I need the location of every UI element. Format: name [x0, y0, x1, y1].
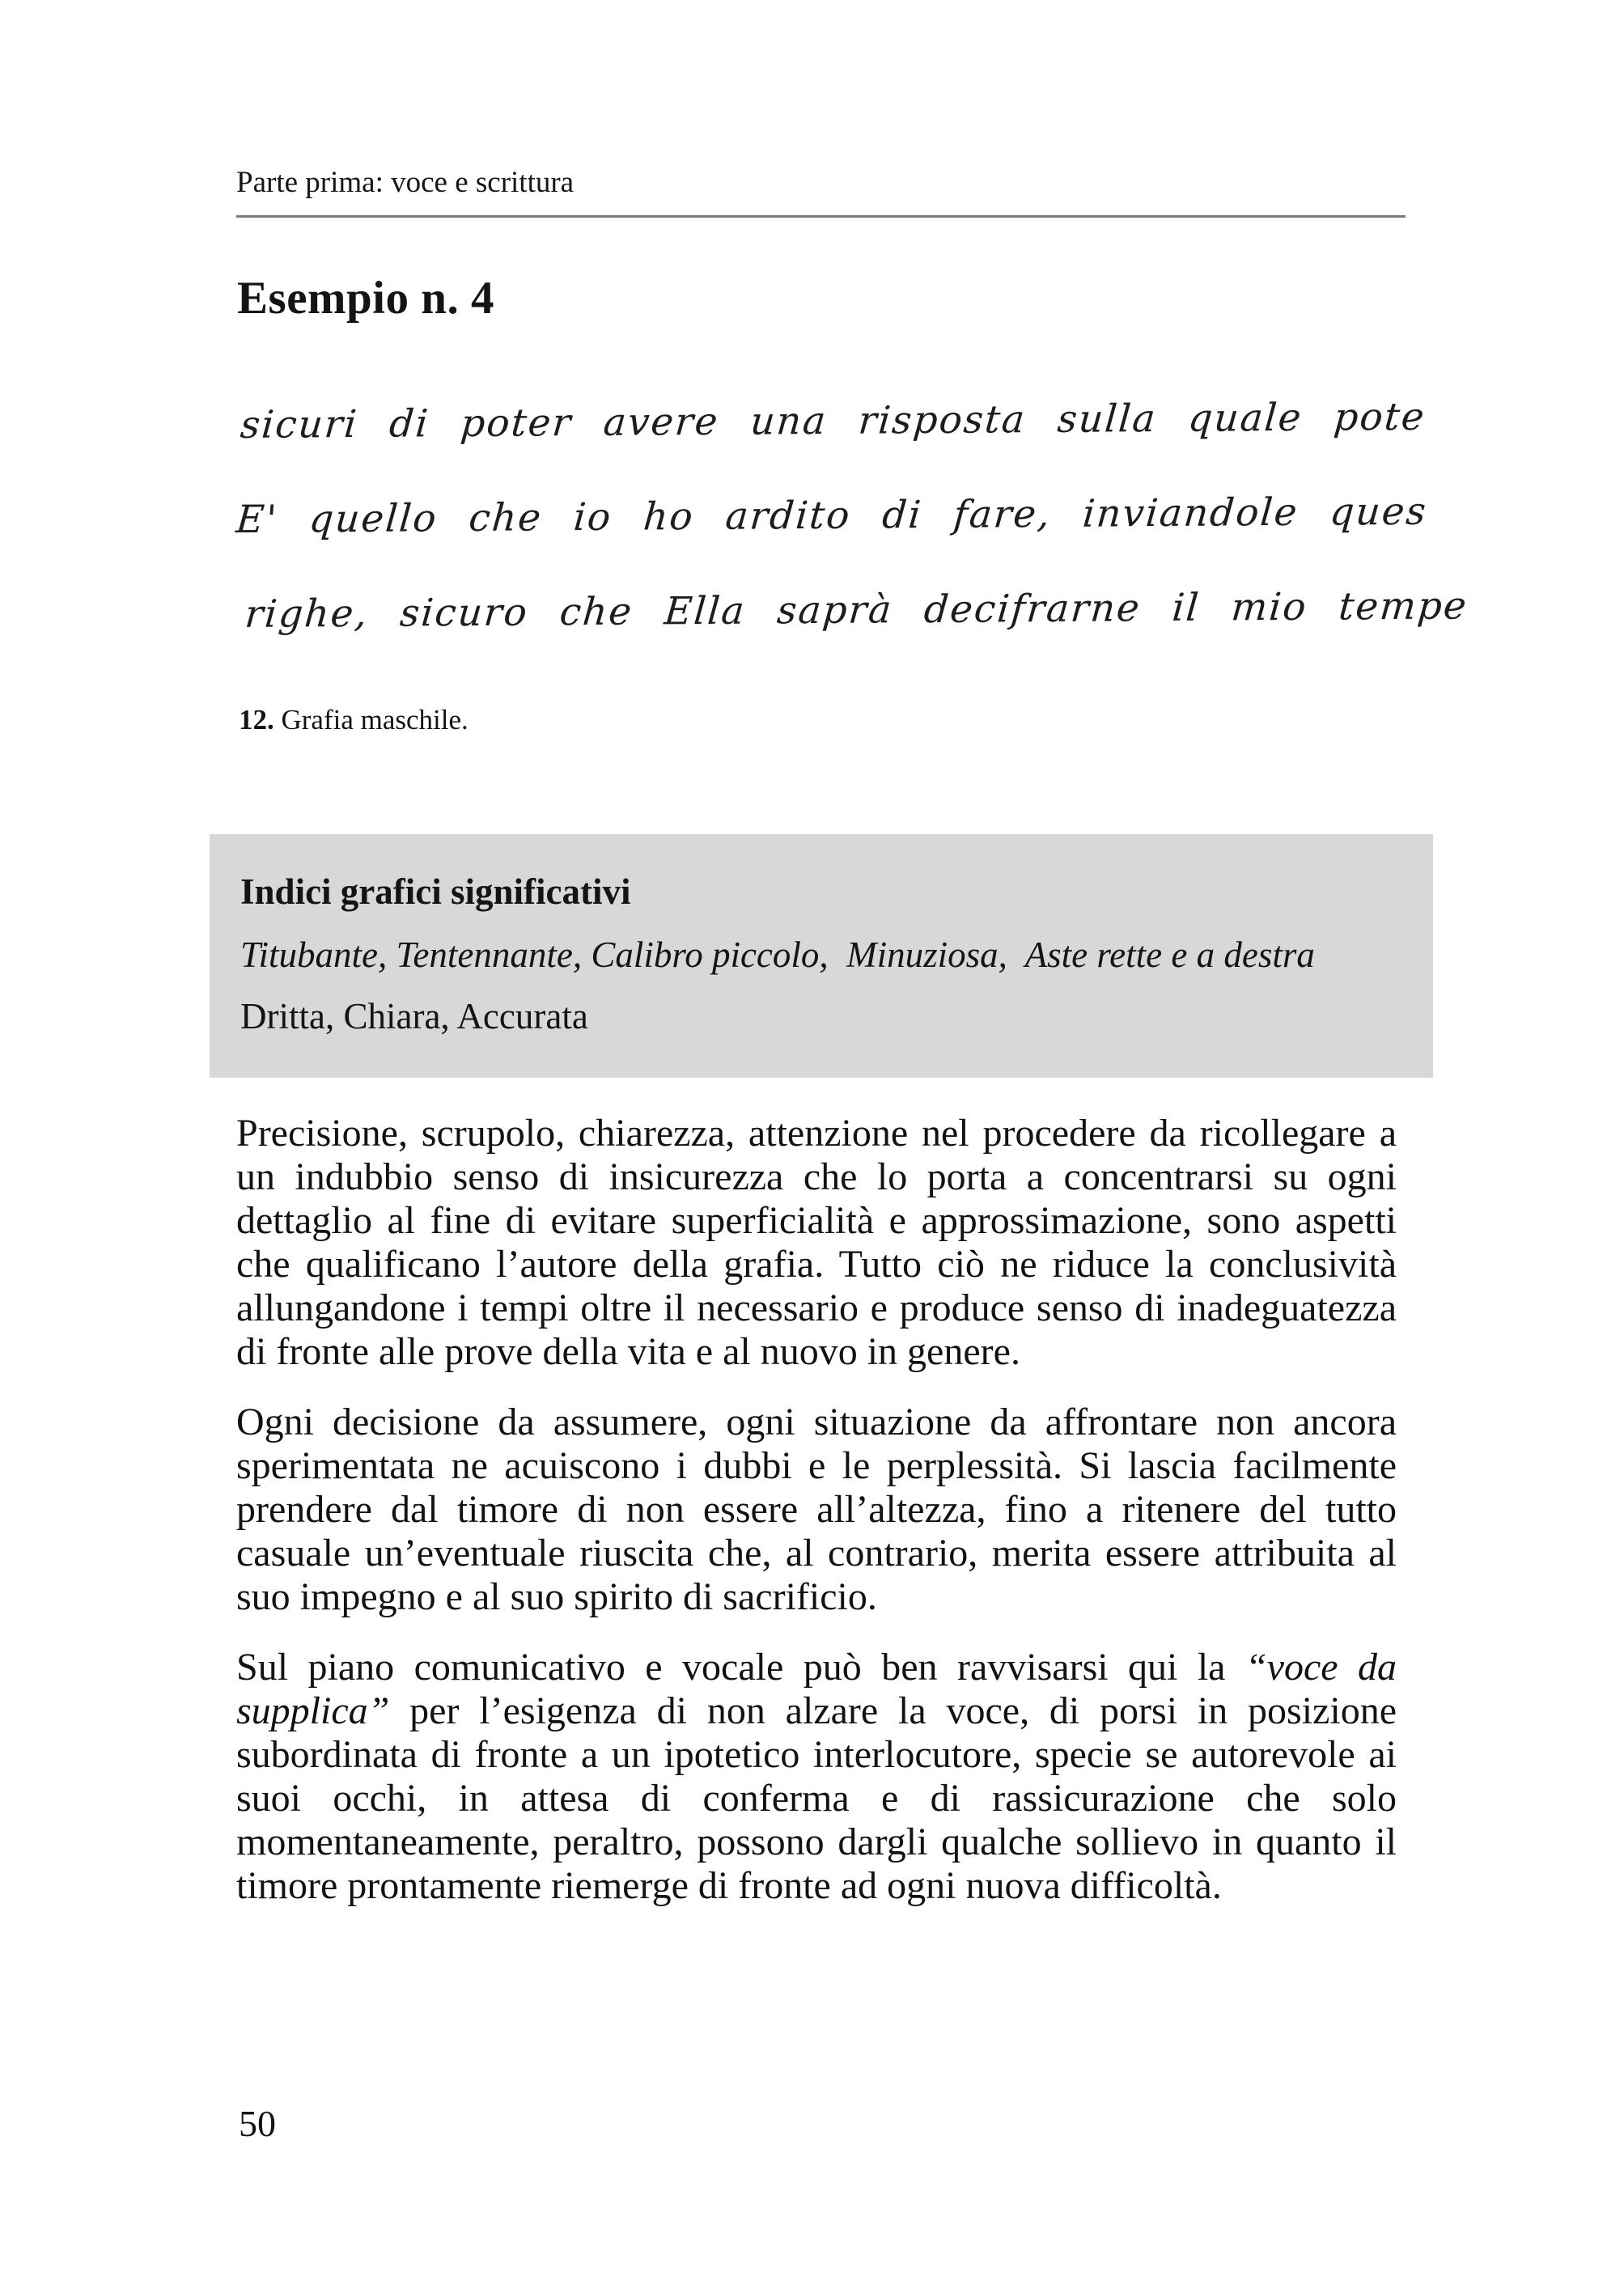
body-paragraph-3-post: per l’esigenza di non alzare la voce, di porsi in posizione subordinata di fronte a un ipotetico interlocutore, specie se autorevole ai suoi occhi, in attesa di conferma e di rassicurazione che solo momentaneamente, peraltro, possono dargli qualche sollievo in quanto il timore prontamente riemerge di fronte ad ogni nuova difficoltà.	[236, 1689, 1397, 1907]
body-paragraph-1: Precisione, scrupolo, chiarezza, attenzione nel procedere da ricollegare a un indubbio senso di insicurezza che lo porta a concentrarsi su ogni dettaglio al fine di evitare superficialità e approssimazione, sono aspetti che qualificano l’autore della grafia. Tutto ciò ne riduce la conclusività allungandone i tempi oltre il necessario e produce senso di inadeguatezza di fronte alle prove della vita e al nuovo in genere.	[236, 1112, 1397, 1373]
figure-caption	[239, 704, 469, 736]
body-paragraph-3-italic-phrase: “voce da supplica”	[236, 1646, 1397, 1732]
indices-box-regular-line: Dritta, Chiara, Accurata	[240, 995, 588, 1036]
handwriting-sample-figure	[234, 370, 1469, 662]
figure-caption-number: 12.	[239, 704, 274, 735]
page-number: 50	[239, 2103, 276, 2144]
body-paragraph-3-pre: Sul piano comunicativo e vocale può ben ravvisarsi qui la	[236, 1646, 1245, 1689]
body-paragraph-3	[236, 1646, 1397, 1908]
handwriting-line-2: E' quello che io ho ardito di fare, inviandole ques	[234, 489, 1429, 543]
indices-box-heading: Indici grafici significativi	[240, 871, 631, 912]
handwriting-line-3: righe, sicuro che Ella saprà decifrarne il mio tempe	[243, 583, 1469, 637]
handwriting-line-1: sicuri di poter avere una risposta sulla quale pote	[238, 394, 1427, 447]
header-divider-rule	[236, 215, 1406, 218]
running-header: Parte prima: voce e scrittura	[236, 166, 575, 199]
section-title: Esempio n. 4	[237, 273, 494, 324]
graphic-indices-box	[210, 834, 1433, 1078]
body-text-column	[236, 1112, 1397, 1935]
indices-box-italic-line: Titubante, Tentennante, Calibro piccolo, Minuziosa, Aste rette e a destra	[240, 934, 1315, 975]
figure-caption-text: Grafia maschile.	[273, 704, 469, 735]
body-paragraph-2: Ogni decisione da assumere, ogni situazione da affrontare non ancora sperimentata ne acuiscono i dubbi e le perplessità. Si lascia facilmente prendere dal timore di non essere all’altezza, fino a ritenere del tutto casuale un’eventuale riuscita che, al contrario, merita essere attribuita al suo impegno e al suo spirito di sacrificio.	[236, 1401, 1397, 1618]
